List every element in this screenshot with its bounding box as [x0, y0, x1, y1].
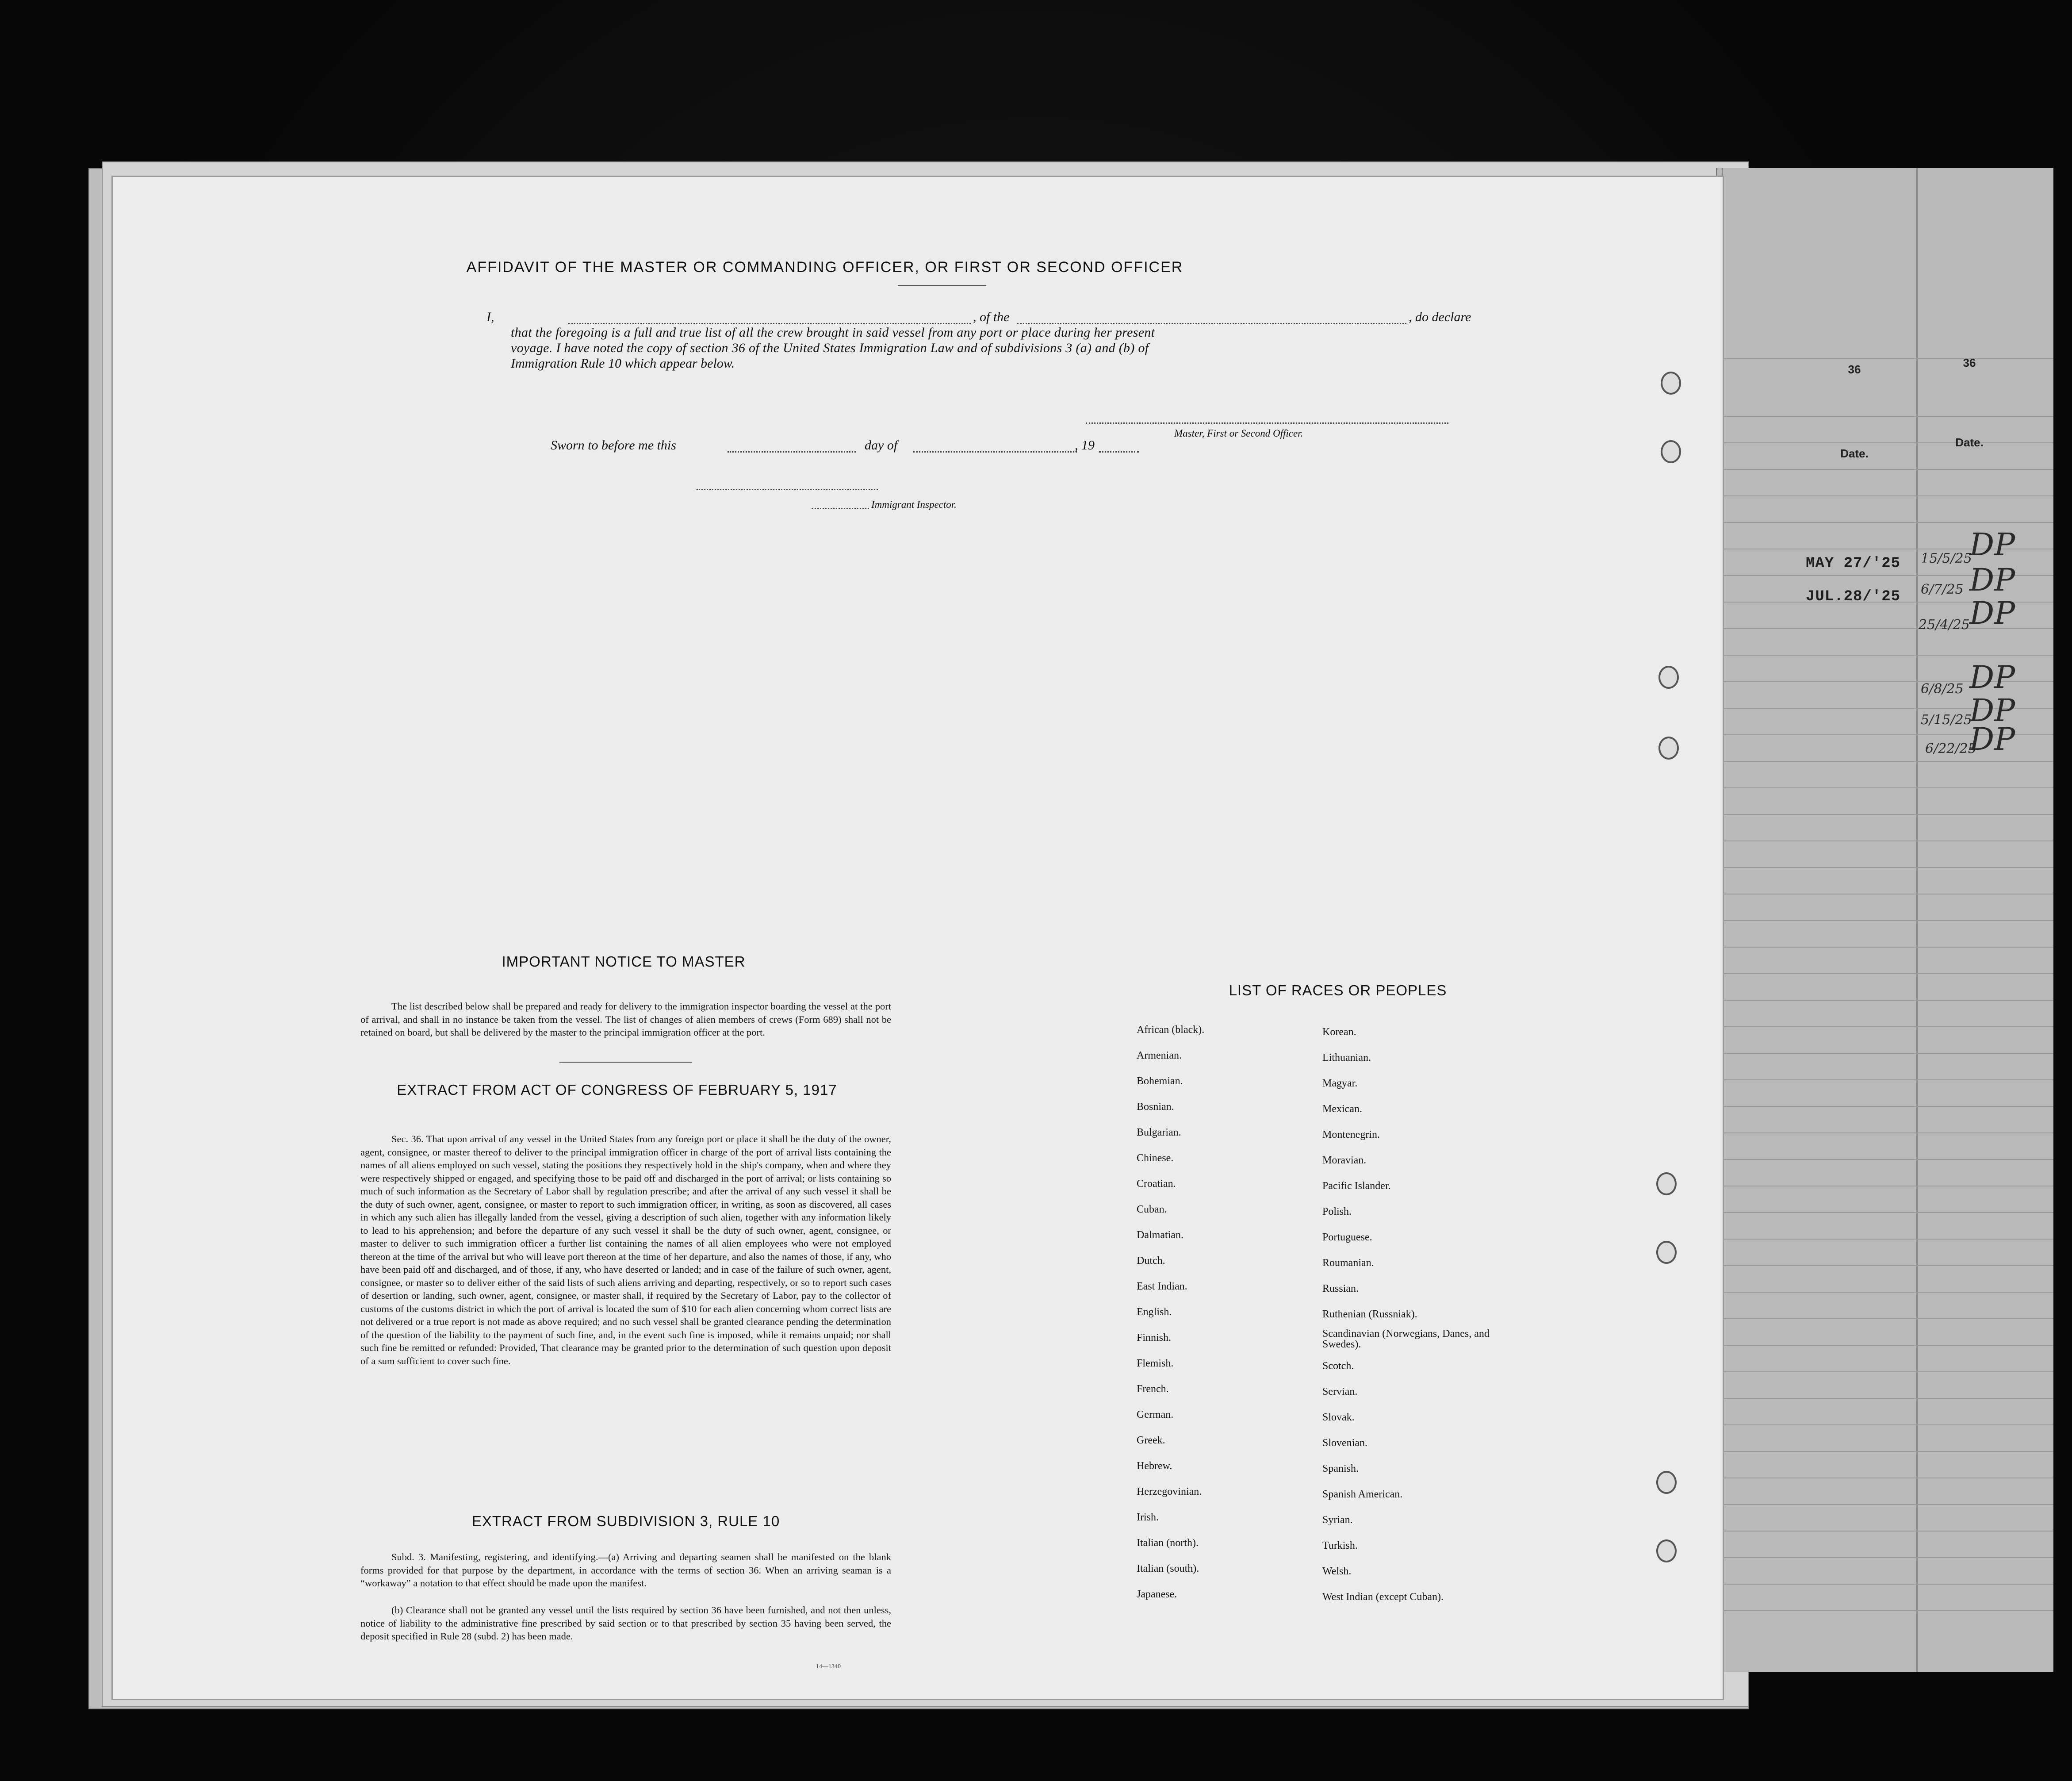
race-item: Servian. [1322, 1386, 1358, 1397]
master-signature-blank [1086, 422, 1448, 424]
race-item: Russian. [1322, 1283, 1359, 1294]
race-item: Finnish. [1137, 1332, 1172, 1343]
race-item: Turkish. [1322, 1540, 1358, 1551]
ledger-rule [1717, 1610, 2053, 1611]
race-item: East Indian. [1137, 1281, 1187, 1292]
column-label: Date. [1955, 436, 1984, 449]
affidavit-of-the-label: , of the [973, 310, 1010, 324]
rule-extract-text-a: Subd. 3. Manifesting, registering, and identifying.—(a) Arriving and departing seamen shall be manifested on the blank forms provided for that purpose by the department, in accordance with the terms of section 36. When an arriving seaman is a “workaway” a notation to that effect should be made upon the manifest. [360, 1551, 891, 1589]
act-extract-heading: EXTRACT FROM ACT OF CONGRESS OF FEBRUARY 5, 1917 [397, 1082, 837, 1098]
ledger-rule [1717, 1557, 2053, 1558]
ledger-rule [1717, 1239, 2053, 1240]
affidavit-body-line: Immigration Rule 10 which appear below. [511, 356, 735, 371]
ledger-rule [1717, 495, 2053, 496]
handwritten-mark: DP [1969, 721, 2015, 757]
ledger-rule [1717, 1398, 2053, 1399]
rule-extract-heading: EXTRACT FROM SUBDIVISION 3, RULE 10 [471, 1513, 780, 1529]
handwritten-date: 25/4/25 [1919, 617, 1970, 633]
affidavit-body-line: voyage. I have noted the copy of section 36 of the United States Immigration Law and of subdivisions 3 (a) and (b) of [511, 341, 1149, 355]
sworn-year-blank [1099, 451, 1139, 453]
handwritten-mark: DP [1969, 562, 2015, 598]
race-item: Japanese. [1137, 1589, 1177, 1600]
column-label: Date. [1840, 447, 1869, 460]
ledger-rule [1717, 1584, 2053, 1585]
inspector-label: Immigrant Inspector. [871, 499, 957, 510]
ledger-rule [1717, 787, 2053, 788]
ledger-rule [1717, 522, 2053, 523]
ledger-rule [1717, 1079, 2053, 1080]
notice-text: The list described below shall be prepared and ready for delivery to the immigration inspector boarding the vessel at the port of arrival, and shall in no instance be taken from the vessel. The list of changes of alien members of crews (Form 689) shall not be retained on board, but shall be delivered by the master to the principal immigration officer at the port. [360, 1001, 891, 1038]
race-item: Cuban. [1137, 1204, 1167, 1215]
ledger-rule [1717, 947, 2053, 948]
ledger-rule [1717, 1451, 2053, 1452]
inspector-signature-blank [697, 489, 878, 490]
ledger-rule [1717, 416, 2053, 417]
race-item: Italian (north). [1137, 1537, 1199, 1549]
handwritten-date: 5/15/25 [1921, 712, 1972, 728]
race-item: Irish. [1137, 1512, 1159, 1523]
section-divider [559, 1062, 692, 1063]
handwritten-mark: DP [1969, 659, 2015, 695]
ledger-rule [1717, 1424, 2053, 1425]
race-item: Chinese. [1137, 1152, 1174, 1164]
handwritten-date: 6/7/25 [1921, 582, 1964, 597]
race-item: Slovak. [1322, 1412, 1355, 1423]
column-number: 36 [1848, 363, 1861, 376]
ledger-rule [1717, 1292, 2053, 1293]
handwritten-date: 15/5/25 [1921, 551, 1972, 566]
ledger-rule [1717, 761, 2053, 762]
race-item: Ruthenian (Russniak). [1322, 1309, 1417, 1320]
ledger-rule [1717, 442, 2053, 443]
affiant-name-blank [568, 323, 971, 324]
rule-extract-text-b: (b) Clearance shall not be granted any vessel until the lists required by section 36 have been furnished, and not then unless, notice of liability to the administrative fine prescribed by said section or to that prescribed by section 35 having been served, the deposit specified in Rule 28 (subd. 2) has been made. [360, 1604, 891, 1642]
ledger-rule [1717, 1371, 2053, 1372]
inspector-signature-blank [812, 508, 869, 509]
races-heading: LIST OF RACES OR PEOPLES [1229, 982, 1447, 998]
column-number: 36 [1963, 356, 1976, 369]
ledger-rule [1717, 358, 2053, 359]
ledger-rule [1717, 814, 2053, 815]
race-item: Lithuanian. [1322, 1052, 1371, 1063]
binder-hole [1656, 1241, 1677, 1264]
sworn-month-blank [913, 451, 1077, 453]
race-item: Polish. [1322, 1206, 1352, 1217]
race-item: Slovenian. [1322, 1437, 1367, 1449]
ledger-rule [1717, 1026, 2053, 1027]
ledger-rule [1717, 1000, 2053, 1001]
race-item: Spanish. [1322, 1463, 1359, 1474]
date-stamp: MAY 27/'25 [1806, 555, 1901, 572]
affidavit-title: AFFIDAVIT OF THE MASTER OR COMMANDING OFFICER, OR FIRST OR SECOND OFFICER [466, 259, 1183, 276]
handwritten-mark: DP [1969, 692, 2015, 729]
race-item: German. [1137, 1409, 1174, 1420]
race-item: Italian (south). [1137, 1563, 1199, 1574]
race-item: Moravian. [1322, 1155, 1367, 1166]
ledger-rule [1717, 1159, 2053, 1160]
notice-heading: IMPORTANT NOTICE TO MASTER [502, 953, 746, 970]
form-page [113, 177, 1723, 1699]
race-item: Portuguese. [1322, 1232, 1372, 1243]
race-item: Croatian. [1137, 1178, 1176, 1190]
ledger-rule [1717, 1531, 2053, 1532]
race-item: Scotch. [1322, 1360, 1354, 1372]
sworn-label: Sworn to before me this [551, 438, 676, 453]
day-of-label: day of [865, 438, 898, 453]
master-signature-label: Master, First or Second Officer. [1174, 428, 1303, 439]
race-item: Pacific Islander. [1322, 1180, 1391, 1192]
vessel-name-blank [1017, 323, 1406, 324]
ledger-rule [1717, 655, 2053, 656]
race-item: Roumanian. [1322, 1257, 1374, 1269]
handwritten-date: 6/8/25 [1921, 681, 1964, 697]
binder-hole [1658, 666, 1679, 689]
race-item: Bulgarian. [1137, 1127, 1181, 1138]
race-item: Flemish. [1137, 1358, 1174, 1369]
race-item: Montenegrin. [1322, 1129, 1380, 1140]
race-item: Dutch. [1137, 1255, 1165, 1267]
date-stamp: JUL.28/'25 [1806, 588, 1901, 605]
race-item: Dalmatian. [1137, 1229, 1183, 1241]
race-item: Hebrew. [1137, 1460, 1172, 1472]
ledger-rule [1717, 1212, 2053, 1213]
affidavit-i-label: I, [486, 310, 494, 324]
handwritten-date: 6/22/25 [1925, 741, 1976, 756]
affidavit-do-declare: , do declare [1409, 310, 1471, 324]
binder-hole [1656, 1172, 1677, 1195]
race-item: English. [1137, 1306, 1172, 1318]
race-item: Syrian. [1322, 1514, 1353, 1526]
sworn-day-blank [728, 451, 856, 453]
act-extract-text: Sec. 36. That upon arrival of any vessel in the United States from any foreign port or place it shall be the duty of the owner, agent, consignee, or master thereof to deliver to the principal immigration officer in charge of the port of arrival lists containing the names of all aliens employed on such vessel, stating the positions they respectively hold in the ship's company, when and where they were respectively shipped or engaged, and specifying those to be paid off and discharged in the port of arrival; or lists containing so much of such information as the Secretary of Labor shall by regulation prescribe; and after the arrival of any such vessel it shall be the duty of such owner, agent, consignee, or master to report to such immigration officer, in writing, as soon as discovered, all cases in which any such alien has illegally landed from the vessel, giving a description of such alien, together with any information likely to lead to his apprehension; and before the departure of any such vessel it shall be the duty of such owner, agent, consignee, or master to deliver to such immigration officer a further list containing the names of all alien employees who were not employed thereon at the time of the arrival but who will leave port thereon at the time of her departure, and also the names of those, if any, who have been paid off and discharged, and of those, if any, who have deserted or landed; and in case of the failure of such owner, agent, consignee, or master so to deliver either of the said lists of such aliens arriving and departing, respectively, or so to report such cases of desertion or landing, such owner, agent, consignee, or master shall, if required by the Secretary of Labor, pay to the collector of customs of the customs district in which the port of arrival is located the sum of $10 for each alien concerning whom correct lists are not delivered or a true report is not made as above required; and no such vessel shall be granted clearance pending the determination of the question of the liability to the payment of such fine, and, in the event such fine is imposed, while it remains unpaid; nor shall such fine be remitted or refunded: Provided, That clearance may be granted prior to the determination of such question upon deposit of a sum sufficient to cover such fine. [360, 1133, 891, 1366]
ledger-rule [1717, 469, 2053, 470]
race-item: Magyar. [1322, 1078, 1358, 1089]
race-item: Greek. [1137, 1435, 1165, 1446]
ledger-rule [1717, 1345, 2053, 1346]
race-item: Armenian. [1137, 1050, 1182, 1061]
ledger-rule [1717, 1106, 2053, 1107]
affidavit-body-line: that the foregoing is a full and true list of all the crew brought in said vessel from any port or place during her present [511, 325, 1155, 340]
binder-hole [1661, 440, 1681, 463]
race-item: Mexican. [1322, 1103, 1362, 1115]
ledger-rule [1717, 1318, 2053, 1319]
race-item: Spanish American. [1322, 1489, 1403, 1500]
ledger-rule [1717, 1265, 2053, 1266]
title-divider [898, 285, 986, 286]
ledger-rule [1717, 867, 2053, 868]
handwritten-mark: DP [1969, 526, 2015, 563]
ledger-rule [1717, 920, 2053, 921]
race-item: Bohemian. [1137, 1075, 1183, 1087]
race-item: Korean. [1322, 1026, 1356, 1038]
binder-hole [1661, 372, 1681, 395]
form-number: 14—1340 [816, 1663, 841, 1670]
bleed-through-text [263, 336, 617, 779]
race-item: African (black). [1137, 1024, 1205, 1036]
ledger-rule [1717, 973, 2053, 974]
ledger-rule [1717, 1053, 2053, 1054]
race-item: Scandinavian (Norwegians, Danes, and Swedes). [1322, 1328, 1490, 1350]
binder-hole [1656, 1539, 1677, 1562]
handwritten-mark: DP [1969, 595, 2015, 631]
race-item: Welsh. [1322, 1566, 1352, 1577]
binder-hole [1658, 737, 1679, 760]
race-item: French. [1137, 1383, 1169, 1395]
underlying-ledger-page [1716, 168, 2053, 1672]
race-item: Bosnian. [1137, 1101, 1174, 1113]
ledger-rule [1717, 1504, 2053, 1505]
race-item: Herzegovinian. [1137, 1486, 1202, 1497]
year-label: , 19 [1075, 438, 1095, 453]
ledger-rule [1717, 1132, 2053, 1133]
binder-hole [1656, 1471, 1677, 1494]
race-item: West Indian (except Cuban). [1322, 1591, 1444, 1603]
